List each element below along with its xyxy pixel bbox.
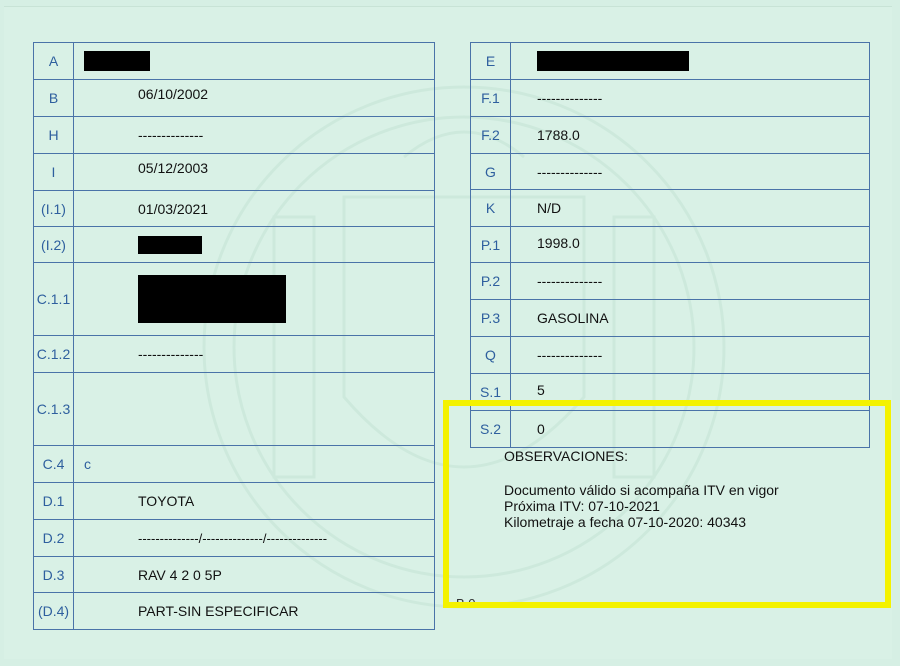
field-code: C.1.2 [34,336,74,373]
field-value: 05/12/2003 [74,154,435,191]
footer-code: B 0 [456,596,476,611]
field-value: RAV 4 2 0 5P [74,557,435,593]
field-code: (I.1) [34,191,74,227]
field-code: B [34,80,74,117]
field-row-f2 [471,117,870,154]
field-value: 01/03/2021 [74,191,435,227]
field-code: P.3 [471,300,511,337]
field-value: 1998.0 [511,227,870,263]
field-row-k [471,190,870,227]
field-row-d4 [34,593,435,630]
observations-line: Documento válido si acompaña ITV en vigor [504,482,779,498]
field-value: TOYOTA [74,483,435,520]
field-code: C.4 [34,446,74,483]
field-code: H [34,117,74,154]
field-value: -------------- [74,336,435,373]
redaction-box [138,275,286,323]
field-row-c12 [34,336,435,373]
field-value: 1788.0 [511,117,870,154]
field-row-c4 [34,446,435,483]
field-code: E [471,43,511,80]
field-code: I [34,154,74,191]
right-fields-table [470,42,870,448]
field-value [74,263,435,336]
field-code: D.1 [34,483,74,520]
field-row-h [34,117,435,154]
field-value: -------------- [511,80,870,117]
field-row-c11 [34,263,435,336]
field-code: C.1.3 [34,373,74,446]
field-code: S.2 [471,411,511,448]
field-value-text: c [84,456,91,472]
field-value [74,227,435,263]
field-row-c13 [34,373,435,446]
field-value: -------------- [511,154,870,190]
redaction-box [537,51,689,71]
observations-line: Próxima ITV: 07-10-2021 [504,498,660,514]
field-value [74,373,435,446]
field-row-p1 [471,227,870,263]
field-value: 0 [511,411,870,448]
field-code: F.2 [471,117,511,154]
left-fields-table [33,42,435,630]
field-row-e [471,43,870,80]
field-value: GASOLINA [511,300,870,337]
redaction-box [84,51,150,71]
field-row-d1 [34,483,435,520]
field-code: K [471,190,511,227]
field-value: -------------- [511,337,870,374]
field-code: (D.4) [34,593,74,630]
field-code: (I.2) [34,227,74,263]
field-code: D.3 [34,557,74,593]
field-row-d2 [34,520,435,557]
field-row-p3 [471,300,870,337]
field-value [74,43,435,80]
field-value [74,446,435,483]
field-code: S.1 [471,374,511,411]
field-row-i2 [34,227,435,263]
field-value: 06/10/2002 [74,80,435,117]
field-row-d3 [34,557,435,593]
field-row-q [471,337,870,374]
field-code: P.2 [471,263,511,300]
field-value: PART-SIN ESPECIFICAR [74,593,435,630]
field-row-p2 [471,263,870,300]
field-code: F.1 [471,80,511,117]
observations-title: OBSERVACIONES: [504,448,628,464]
field-value [511,43,870,80]
field-value: -------------- [511,263,870,300]
field-code: P.1 [471,227,511,263]
field-code: D.2 [34,520,74,557]
field-value: 5 [511,374,870,411]
redaction-box [138,236,202,254]
field-code: C.1.1 [34,263,74,336]
observations-line: Kilometraje a fecha 07-10-2020: 40343 [504,514,747,530]
yellow-highlight-box [443,400,891,608]
field-row-g [471,154,870,190]
field-value: -------------- [74,117,435,154]
field-value: N/D [511,190,870,227]
field-code: G [471,154,511,190]
field-code: A [34,43,74,80]
field-value: --------------/--------------/-------------- [74,520,435,557]
field-row-a [34,43,435,80]
field-row-b [34,80,435,117]
field-row-i1 [34,191,435,227]
field-code: Q [471,337,511,374]
field-row-i [34,154,435,191]
field-row-f1 [471,80,870,117]
